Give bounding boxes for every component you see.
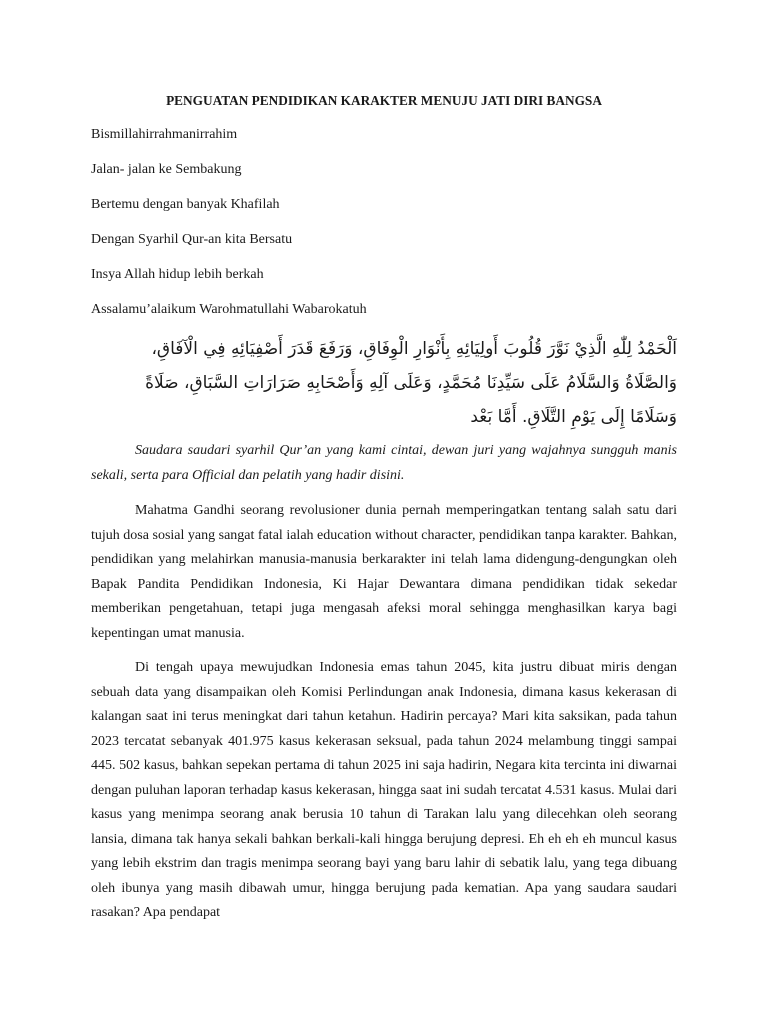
opening-line-pantun-2: Bertemu dengan banyak Khafilah (91, 197, 280, 212)
body-paragraph-2-text: Di tengah upaya mewujudkan Indonesia emas tahun 2045, kita justru dibuat miris dengan sebuah data yang disampaikan oleh Komisi Perlindungan anak Indonesia, dimana kasus kekerasan di kalangan saat ini terus meningkat dari tahun ketahun. Hadirin percaya? Mari kita saksikan, pada tahun 2023 tercatat sebanyak 401.975 kasus kekerasan seksual, pada tahun 2024 melambung tinggi sampai 445. 502 kasus, bahkan sepekan pertama di tahun 2025 ini saja hadirin, Negara kita tercinta ini diwarnai dengan puluhan laporan terhadap kasus kekerasan, hingga saat ini sudah tercatat 4.531 kasus. Mulai dari kasus yang menimpa seorang anak berusia 10 tahun di Tarakan lalu yang dilecehkan oleh seorang lansia, dimana tak hanya sekali bahkan berkali-kali hingga berujung depresi. Eh eh eh eh muncul kasus yang lebih ekstrim dan tragis menimpa seorang bayi yang baru lahir di sebatik lalu, yang tega dibuang oleh ibunya yang masih dibawah umur, hingga berujung pada kematian. Apa yang saudara saudari rasakan? Apa pendapat (91, 660, 677, 920)
arabic-opening-prayer (91, 332, 677, 434)
greeting-paragraph (91, 439, 677, 488)
opening-line-pantun-3: Dengan Syarhil Qur-an kita Bersatu (91, 232, 293, 247)
body-paragraph-1 (91, 499, 677, 646)
opening-line-basmalah: Bismillahirrahmanirrahim (91, 127, 238, 142)
arabic-line: وَسَلَامًا إِلَى يَوْمِ التَّلَاقِ. أَمَّا بَعْد (470, 407, 677, 427)
body-paragraph-2 (91, 656, 677, 926)
document-title: PENGUATAN PENDIDIKAN KARAKTER MENUJU JATI DIRI BANGSA (166, 93, 602, 108)
arabic-line: وَالصَّلَاةُ وَالسَّلَامُ عَلَى سَيِّدِنَا مُحَمَّدٍ، وَعَلَى آلِهِ وَأَصْحَابِهِ صَرَارَاتِ السَّبَاقِ، صَلَاةً (145, 373, 677, 393)
greeting-paragraph-text: Saudara saudari syarhil Qur’an yang kami cintai, dewan juri yang wajahnya sungguh manis sekali, serta para Official dan pelatih yang hadir disini. (91, 443, 677, 483)
arabic-line: اَلْحَمْدُ لِلّٰهِ الَّذِيْ نَوَّرَ قُلُوبَ أَولِيَائِهِ بِأَنْوَارِ الْوِفَاقِ، وَرَفَعَ قَدَرَ أَصْفِيَائِهِ فِي الْآفَاقِ، (151, 339, 677, 359)
opening-line-pantun-4: Insya Allah hidup lebih berkah (91, 267, 264, 282)
opening-line-salam: Assalamu’alaikum Warohmatullahi Wabarokatuh (91, 302, 367, 317)
body-paragraph-1-text: Mahatma Gandhi seorang revolusioner dunia pernah memperingatkan tentang salah satu dari tujuh dosa sosial yang sangat fatal ialah education without character, pendidikan tanpa karakter. Bahkan, pendidikan yang melahirkan manusia-manusia berkarakter ini telah lama didengung-dengungkan oleh Bapak Pandita Pendidikan Indonesia, Ki Hajar Dewantara dimana pendidikan tidak sekedar memberikan pengetahuan, tetapi juga mengasah afeksi moral sehingga menghasilkan karya bagi kepentingan umat manusia. (91, 503, 677, 641)
opening-line-pantun-1: Jalan- jalan ke Sembakung (91, 162, 242, 177)
